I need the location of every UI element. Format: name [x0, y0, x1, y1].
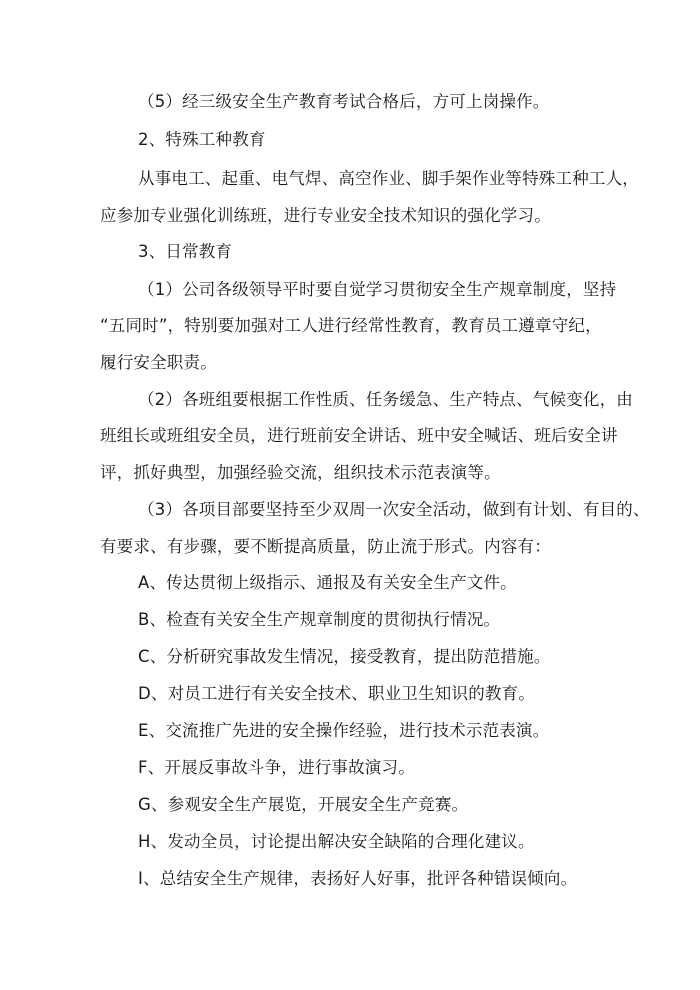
- paragraph-line-7: “五同时”，特别要加强对工人进行经常性教育，教育员工遵章守纪，: [100, 316, 602, 335]
- section-heading-2: 2、特殊工种教育: [138, 130, 266, 149]
- paragraph-line-8: 履行安全职责。: [100, 353, 217, 372]
- list-item-i: I、总结安全生产规律，表扬好人好事，批评各种错误倾向。: [138, 869, 578, 888]
- paragraph-line-10: 班组长或班组安全员，进行班前安全讲话、班中安全喊话、班后安全讲: [100, 426, 618, 445]
- section-heading-3: 3、日常教育: [138, 242, 233, 261]
- list-item-c: C、分析研究事故发生情况，接受教育，提出防范措施。: [138, 647, 551, 666]
- list-item-b: B、检查有关安全生产规章制度的贯彻执行情况。: [138, 610, 501, 629]
- list-item-h: H、发动全员，讨论提出解决安全缺陷的合理化建议。: [138, 832, 535, 851]
- list-item-d: D、对员工进行有关安全技术、职业卫生知识的教育。: [138, 684, 536, 703]
- paragraph-line-6: （1）公司各级领导平时要自觉学习贯彻安全生产规章制度，坚持: [138, 280, 617, 299]
- paragraph-line-11: 评，抓好典型，加强经验交流，组织技术示范表演等。: [100, 463, 501, 482]
- paragraph-line-12: （3）各项目部要坚持至少双周一次安全活动，做到有计划、有目的、: [138, 500, 650, 519]
- paragraph-line-3: 从事电工、起重、电气焊、高空作业、脚手架作业等特殊工种工人，: [138, 169, 639, 188]
- paragraph-line-13: 有要求、有步骤，要不断提高质量，防止流于形式。内容有：: [100, 537, 551, 556]
- paragraph-line-1: （5）经三级安全生产教育考试合格后，方可上岗操作。: [138, 92, 550, 111]
- paragraph-line-9: （2）各班组要根据工作性质、任务缓急、生产特点、气候变化，由: [138, 390, 633, 409]
- paragraph-line-4: 应参加专业强化训练班，进行专业安全技术知识的强化学习。: [100, 206, 551, 225]
- list-item-e: E、交流推广先进的安全操作经验，进行技术示范表演。: [138, 721, 550, 740]
- list-item-g: G、参观安全生产展览，开展安全生产竞赛。: [138, 795, 469, 814]
- list-item-a: A、传达贯彻上级指示、通报及有关安全生产文件。: [138, 573, 517, 592]
- list-item-f: F、开展反事故斗争，进行事故演习。: [138, 758, 415, 777]
